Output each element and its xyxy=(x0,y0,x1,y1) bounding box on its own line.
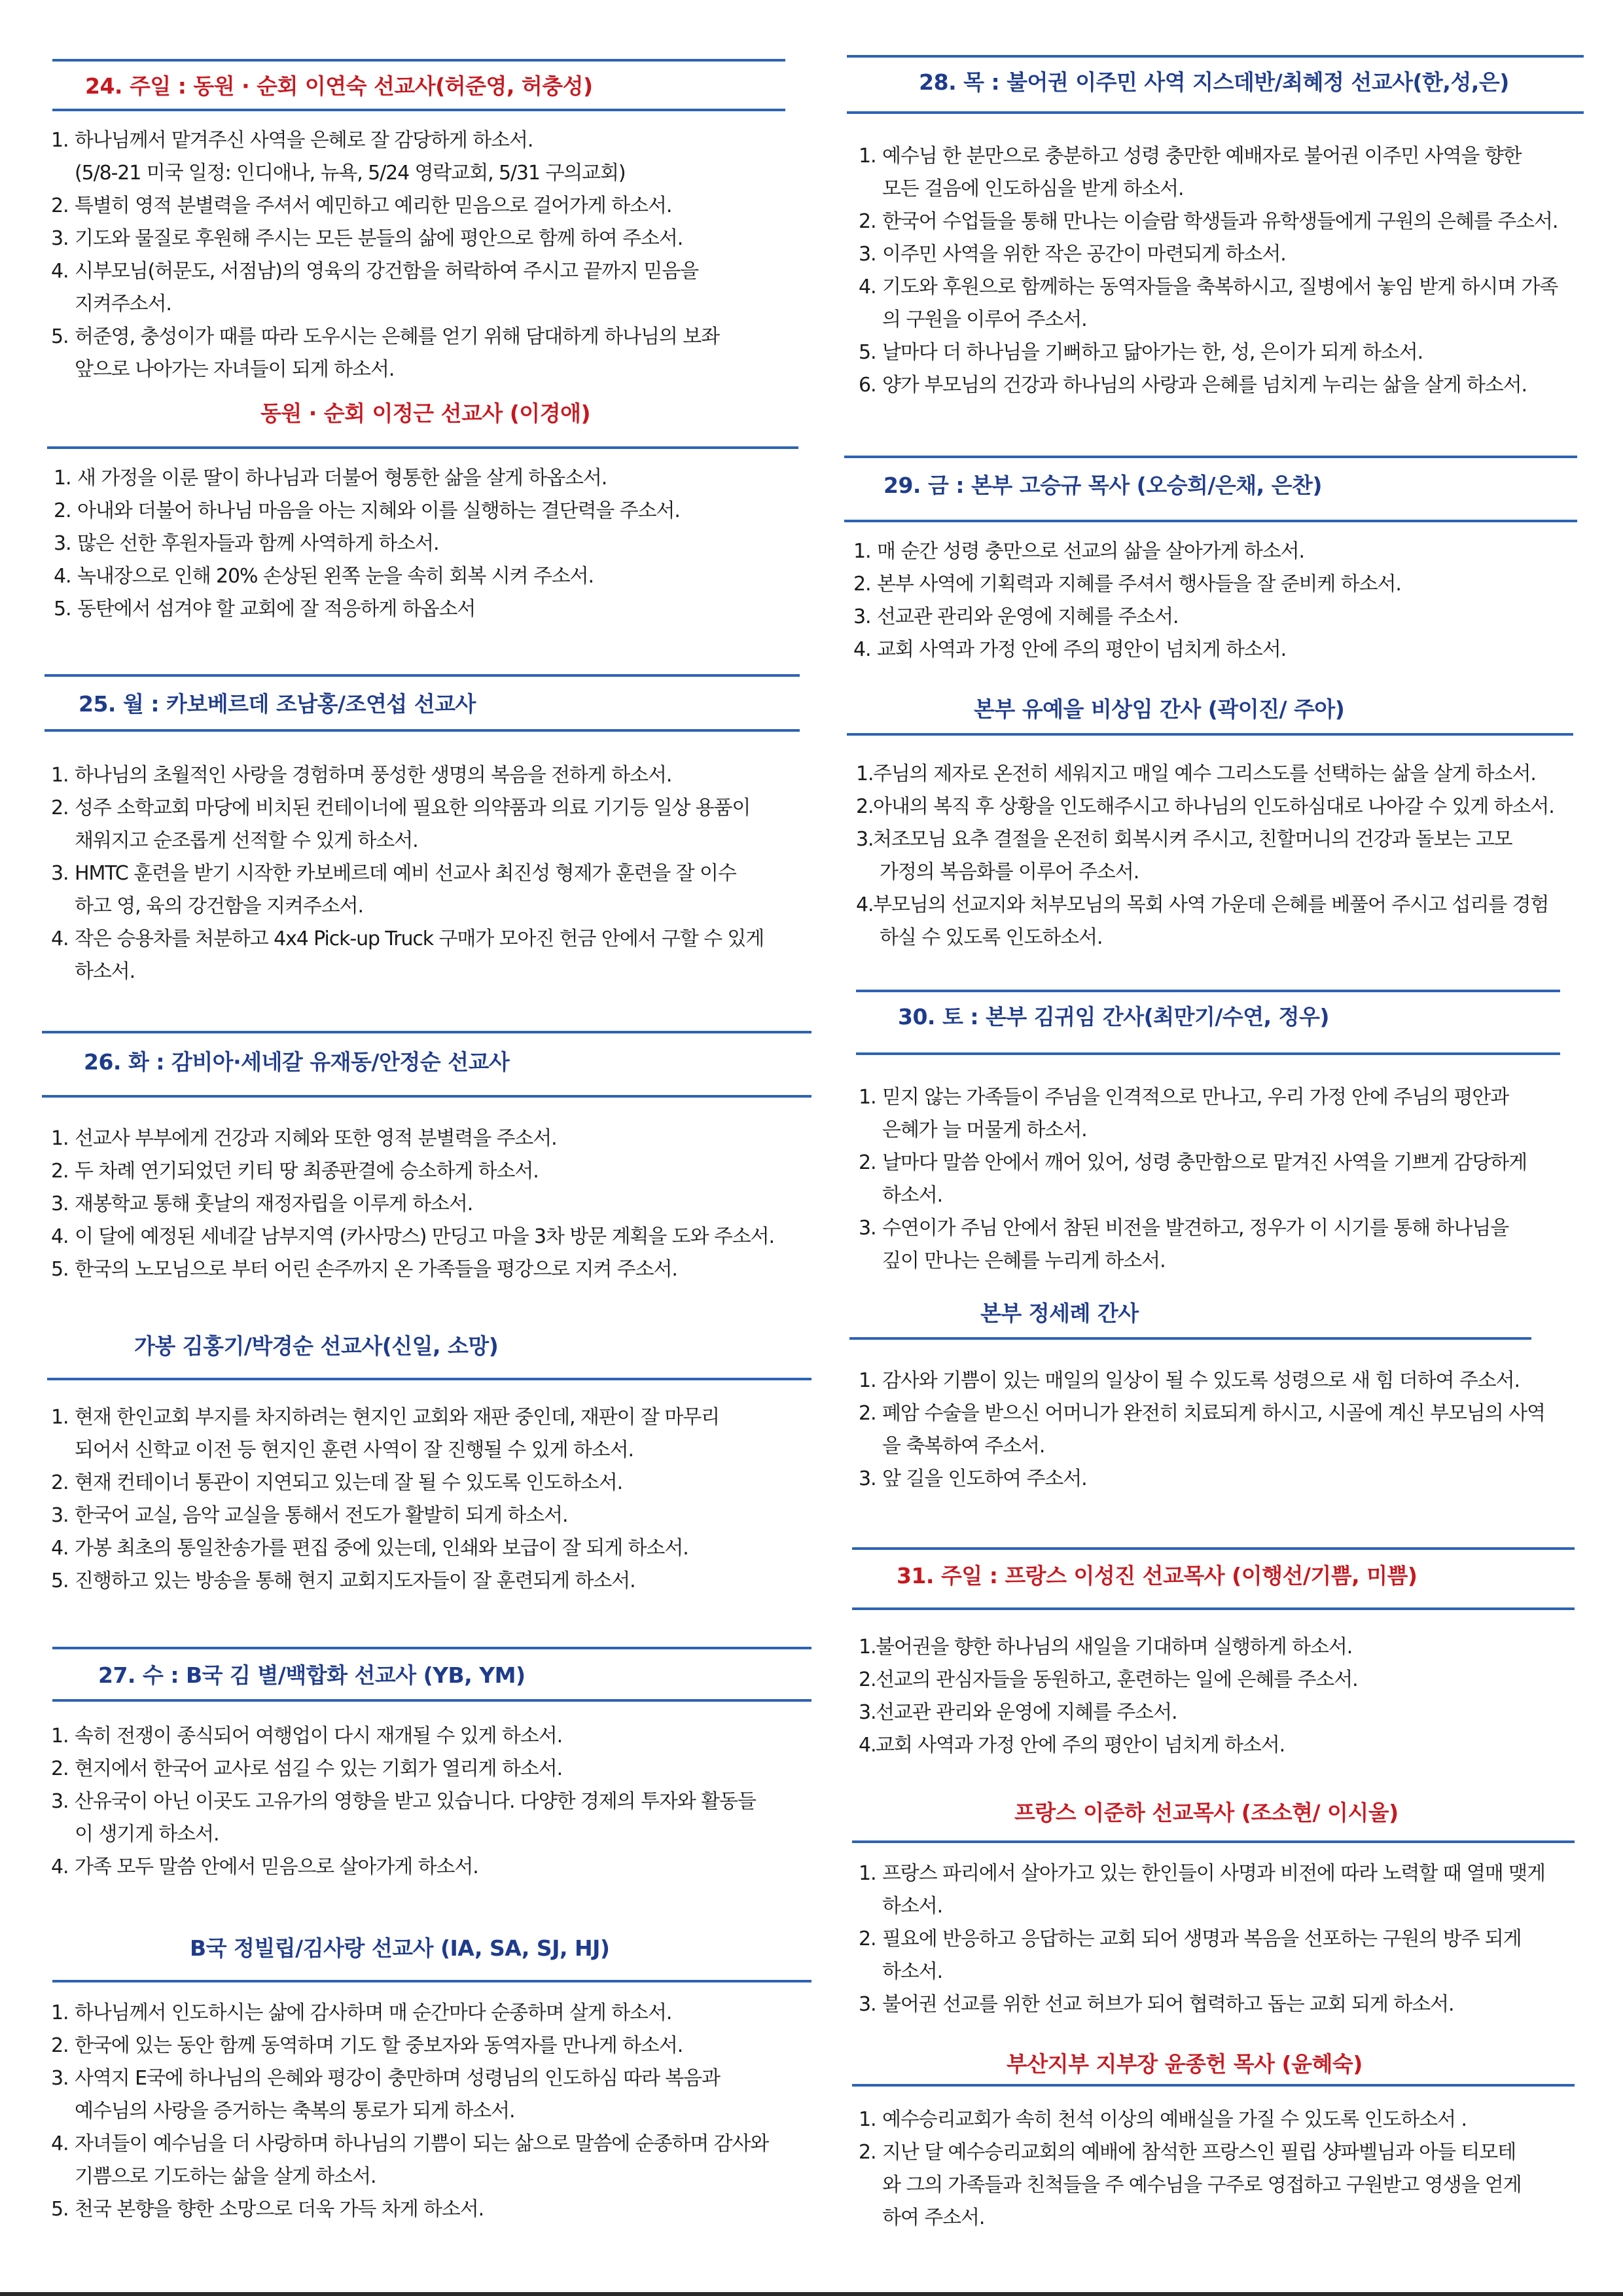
list-item: 4. 이 달에 예정된 세네갈 남부지역 (카사망스) 만딩고 마을 3차 방문 계획을 도와 주소서. xyxy=(51,1225,774,1248)
divider xyxy=(42,1031,812,1033)
divider xyxy=(852,2084,1575,2087)
list-item: 3. 많은 선한 후원자들과 함께 사역하게 하소서. xyxy=(54,532,439,555)
list-item: 하여 주소서. xyxy=(882,2206,985,2229)
divider xyxy=(856,990,1560,992)
prayer-list xyxy=(856,758,1584,954)
list-item: 모든 걸음에 인도하심을 받게 하소서. xyxy=(882,177,1184,200)
divider xyxy=(856,1052,1560,1055)
divider xyxy=(52,59,785,62)
list-item: 하소서. xyxy=(882,1895,943,1918)
list-item: 하소서. xyxy=(75,960,135,983)
list-item: 1. 프랑스 파리에서 살아가고 있는 한인들이 사명과 비전에 따라 노력할 때 열매 맺게 xyxy=(859,1862,1545,1885)
list-item: 5. 천국 본향을 향한 소망으로 더욱 가득 차게 하소서. xyxy=(51,2198,484,2221)
list-item: 1. 현재 한인교회 부지를 차지하려는 현지인 교회와 재판 중인데, 재판이 잘 마무리 xyxy=(51,1406,719,1429)
divider xyxy=(52,1699,812,1702)
prayer-list xyxy=(859,2104,1584,2234)
list-item: 1. 매 순간 성령 충만으로 선교의 삶을 살아가게 하소서. xyxy=(853,540,1304,563)
list-item: 2. 본부 사역에 기획력과 지혜를 주셔서 행사들을 잘 준비케 하소서. xyxy=(853,573,1401,596)
list-item: 3. 선교관 관리와 운영에 지혜를 주소서. xyxy=(859,1701,1177,1724)
list-item: 1. 선교사 부부에게 건강과 지혜와 또한 영적 분별력을 주소서. xyxy=(51,1127,557,1150)
divider xyxy=(45,729,800,732)
list-item: 6. 양가 부모님의 건강과 하나님의 사랑과 은혜를 넘치게 누리는 삶을 살게 하소서. xyxy=(859,374,1527,397)
list-item: 3. 불어권 선교를 위한 선교 허브가 되어 협력하고 돕는 교회 되게 하소서. xyxy=(859,1993,1454,2016)
list-item: 1. 예수님 한 분만으로 충분하고 성령 충만한 예배자로 불어권 이주민 사역을 향한 xyxy=(859,145,1522,168)
divider xyxy=(847,111,1584,114)
list-item: 5. 동탄에서 섬겨야 할 교회에 잘 적응하게 하옵소서 xyxy=(54,598,476,620)
list-item: 2. 폐암 수술을 받으신 어머니가 완전히 치료되게 하시고, 시골에 계신 부모님의 사역 xyxy=(859,1402,1545,1425)
section-title: 29. 금 : 본부 고승규 목사 (오승희/은채, 은찬) xyxy=(883,473,1322,498)
list-item: 4. 기도와 후원으로 함께하는 동역자들을 축복하시고, 질병에서 놓임 받게 하시며 가족 xyxy=(859,276,1558,298)
list-item: 3. 재봉학교 통해 훗날의 재정자립을 이루게 하소서. xyxy=(51,1193,473,1215)
prayer-list xyxy=(51,1401,812,1598)
prayer-list xyxy=(51,1720,812,1884)
list-item: 2. 아내와 더불어 하나님 마음을 아는 지혜와 이를 실행하는 결단력을 주소서. xyxy=(54,499,680,522)
list-item: 1. 하나님께서 맡겨주신 사역을 은혜로 잘 감당하게 하소서. xyxy=(51,129,533,152)
prayer-list xyxy=(54,462,812,626)
list-item: 3. 처조모님 요추 결절을 온전히 회복시켜 주시고, 친할머니의 건강과 돌보는 고모 xyxy=(856,828,1512,851)
section-title: 동원 · 순회 이정근 선교사 (이경애) xyxy=(260,401,591,426)
section-title: 본부 유예을 비상임 간사 (곽이진/ 주아) xyxy=(974,696,1345,722)
section-title: 30. 토 : 본부 김귀임 간사(최만기/수연, 정우) xyxy=(898,1004,1330,1030)
list-item: 가정의 복음화를 이루어 주소서. xyxy=(880,861,1139,884)
divider xyxy=(844,456,1577,458)
list-item: 채워지고 순조롭게 선적할 수 있게 하소서. xyxy=(75,829,418,852)
list-item: 2. 두 차례 연기되었던 키티 땅 최종판결에 승소하게 하소서. xyxy=(51,1160,539,1183)
list-item: 기쁨으로 기도하는 삶을 살게 하소서. xyxy=(75,2165,376,2188)
section-title: 25. 월 : 카보베르데 조남홍/조연섭 선교사 xyxy=(79,691,476,717)
section-title: 부산지부 지부장 윤종헌 목사 (윤혜숙) xyxy=(1007,2051,1363,2077)
list-item: 의 구원을 이루어 주소서. xyxy=(882,308,1087,331)
list-item: 지켜주소서. xyxy=(75,293,171,315)
list-item: 2. 한국어 수업들을 통해 만나는 이슬람 학생들과 유학생들에게 구원의 은혜를 주소서. xyxy=(859,210,1558,233)
list-item: 3. 사역지 E국에 하나님의 은혜와 평강이 충만하며 성령님의 인도하심 따라 복음과 xyxy=(51,2067,720,2090)
list-item: 2. 현지에서 한국어 교사로 섬길 수 있는 기회가 열리게 하소서. xyxy=(51,1757,563,1780)
divider xyxy=(847,733,1573,736)
list-item: 2. 아내의 복직 후 상황을 인도해주시고 하나님의 인도하심대로 나아갈 수 있게 하소서. xyxy=(856,795,1554,818)
list-item: 1. 하나님께서 인도하시는 삶에 감사하며 매 순간마다 순종하며 살게 하소서. xyxy=(51,2001,672,2024)
list-item: 2. 현재 컨테이너 통관이 지연되고 있는데 잘 될 수 있도록 인도하소서. xyxy=(51,1471,623,1494)
list-item: 되어서 신학교 이전 등 현지인 훈련 사역이 잘 진행될 수 있게 하소서. xyxy=(75,1439,633,1462)
divider xyxy=(42,1095,812,1098)
list-item: 3. 기도와 물질로 후원해 주시는 모든 분들의 삶에 평안으로 함께 하여 주소서. xyxy=(51,227,683,250)
list-item: 4. 자녀들이 예수님을 더 사랑하며 하나님의 기쁨이 되는 삶으로 말씀에 순종하며 감사와 xyxy=(51,2132,769,2155)
list-item: 4. 시부모님(허문도, 서점남)의 영육의 강건함을 허락하여 주시고 끝까지 믿음을 xyxy=(51,260,698,283)
list-item: 하소서. xyxy=(882,1184,943,1207)
list-item: 와 그의 가족들과 친척들을 주 예수님을 구주로 영접하고 구원받고 영생을 얻게 xyxy=(882,2174,1522,2197)
list-item: 2. 특별히 영적 분별력을 주셔서 예민하고 예리한 믿음으로 걸어가게 하소서. xyxy=(51,194,672,217)
list-item: 2. 필요에 반응하고 응답하는 교회 되어 생명과 복음을 선포하는 구원의 방주 되게 xyxy=(859,1928,1522,1950)
section-title: 프랑스 이준하 선교목사 (조소현/ 이시울) xyxy=(1014,1800,1399,1825)
prayer-list xyxy=(51,1997,812,2226)
list-item: 하고 영, 육의 강건함을 지켜주소서. xyxy=(75,895,363,918)
list-item: 3. 수연이가 주님 안에서 참된 비전을 발견하고, 정우가 이 시기를 통해 하나님을 xyxy=(859,1217,1509,1240)
list-item: 5. 허준영, 충성이가 때를 따라 도우시는 은혜를 얻기 위해 담대하게 하나님의 보좌 xyxy=(51,325,719,348)
list-item: 5. 날마다 더 하나님을 기뻐하고 닮아가는 한, 성, 은이가 되게 하소서. xyxy=(859,341,1423,364)
list-item: 1. 주님의 제자로 온전히 세워지고 매일 예수 그리스도를 선택하는 삶을 살게 하소서. xyxy=(856,762,1536,785)
divider xyxy=(847,55,1584,58)
bottom-frame-line xyxy=(0,2292,1623,2296)
prayer-list xyxy=(853,535,1584,666)
divider xyxy=(52,109,785,111)
list-item: 1. 새 가정을 이룬 딸이 하나님과 더불어 형통한 삶을 살게 하옵소서. xyxy=(54,467,607,490)
list-item: 2. 날마다 말씀 안에서 깨어 있어, 성령 충만함으로 맡겨진 사역을 기쁘게 감당하게 xyxy=(859,1151,1527,1174)
list-item: 앞으로 나아가는 자녀들이 되게 하소서. xyxy=(75,358,395,381)
list-item: 4. 가족 모두 말씀 안에서 믿음으로 살아가게 하소서. xyxy=(51,1856,478,1878)
section-title: 28. 목 : 불어권 이주민 사역 지스데반/최혜정 선교사(한,성,은) xyxy=(919,69,1509,95)
list-item: 2. 지난 달 예수승리교회의 예배에 참석한 프랑스인 필립 샹파벨님과 아들 티모테 xyxy=(859,2141,1516,2164)
divider xyxy=(47,446,798,449)
divider xyxy=(852,1607,1575,1610)
section-title: 24. 주일 : 동원 · 순회 이연숙 선교사(허준영, 허충성) xyxy=(85,73,593,99)
divider xyxy=(852,1840,1575,1843)
list-item: 3. 선교관 관리와 운영에 지혜를 주소서. xyxy=(853,605,1179,628)
list-item: 은혜가 늘 머물게 하소서. xyxy=(882,1119,1087,1141)
divider xyxy=(45,674,800,677)
list-item: 1. 하나님의 초월적인 사랑을 경험하며 풍성한 생명의 복음을 전하게 하소서. xyxy=(51,764,672,787)
section-title: B국 정빌립/김사랑 선교사 (IA, SA, SJ, HJ) xyxy=(190,1935,610,1961)
list-item: 3. HMTC 훈련을 받기 시작한 카보베르데 예비 선교사 최진성 형제가 훈련을 잘 이수 xyxy=(51,862,736,885)
list-item: 3. 산유국이 아닌 이곳도 고유가의 영향을 받고 있습니다. 다양한 경제의 투자와 활동들 xyxy=(51,1790,756,1813)
section-title: 본부 정세례 간사 xyxy=(980,1300,1139,1326)
prayer-list xyxy=(859,140,1584,402)
list-item: 하실 수 있도록 인도하소서. xyxy=(880,926,1103,949)
section-title: 가봉 김홍기/박경순 선교사(신일, 소망) xyxy=(134,1333,499,1359)
divider xyxy=(852,1547,1575,1550)
prayer-list xyxy=(859,1365,1584,1496)
list-item: 4. 작은 승용차를 처분하고 4x4 Pick-up Truck 구매가 모아진 헌금 안에서 구할 수 있게 xyxy=(51,927,764,950)
list-item: 4. 교회 사역과 가정 안에 주의 평안이 넘치게 하소서. xyxy=(853,638,1287,661)
list-item: 2. 한국에 있는 동안 함께 동역하며 기도 할 중보자와 동역자를 만나게 하소서. xyxy=(51,2034,683,2057)
list-item: 1. 감사와 기쁨이 있는 매일의 일상이 될 수 있도록 성령으로 새 힘 더하여 주소서. xyxy=(859,1369,1520,1392)
list-item: 3. 이주민 사역을 위한 작은 공간이 마련되게 하소서. xyxy=(859,243,1286,266)
prayer-list xyxy=(51,1122,812,1286)
section-title: 27. 수 : B국 김 별/백합화 선교사 (YB, YM) xyxy=(98,1662,526,1688)
list-item: 하소서. xyxy=(882,1960,943,1983)
prayer-list xyxy=(51,124,812,386)
list-item: 5. 한국의 노모님으로 부터 어린 손주까지 온 가족들을 평강으로 지켜 주소서. xyxy=(51,1258,677,1281)
list-item: 이 생기게 하소서. xyxy=(75,1823,219,1846)
divider xyxy=(47,1378,812,1380)
list-item: 4. 교회 사역과 가정 안에 주의 평안이 넘치게 하소서. xyxy=(859,1734,1285,1757)
divider xyxy=(52,1980,812,1982)
list-item: 4. 녹내장으로 인해 20% 손상된 왼쪽 눈을 속히 회복 시켜 주소서. xyxy=(54,565,594,588)
list-item: 1. 믿지 않는 가족들이 주님을 인격적으로 만나고, 우리 가정 안에 주님의 평안과 xyxy=(859,1086,1509,1109)
prayer-list xyxy=(51,759,812,988)
list-item: 깊이 만나는 은혜를 누리게 하소서. xyxy=(882,1249,1166,1272)
list-item: 1. 불어권을 향한 하나님의 새일을 기대하며 실행하게 하소서. xyxy=(859,1636,1353,1659)
list-item: 을 축복하여 주소서. xyxy=(882,1435,1045,1458)
divider xyxy=(52,1647,812,1649)
list-item: 5. 진행하고 있는 방송을 통해 현지 교회지도자들이 잘 훈련되게 하소서. xyxy=(51,1570,635,1592)
list-item: 1. 예수승리교회가 속히 천석 이상의 예배실을 가질 수 있도록 인도하소서 . xyxy=(859,2108,1467,2131)
prayer-list xyxy=(859,1857,1584,2021)
divider xyxy=(849,1337,1531,1340)
prayer-list xyxy=(859,1631,1584,1762)
list-item: 2. 성주 소학교회 마당에 비치된 컨테이너에 필요한 의약품과 의료 기기등 일상 용품이 xyxy=(51,797,751,819)
divider xyxy=(844,520,1577,522)
list-item: 4. 부모님의 선교지와 처부모님의 목회 사역 가운데 은혜를 베풀어 주시고 섭리를 경험 xyxy=(856,893,1549,916)
prayer-list xyxy=(859,1081,1584,1278)
list-item: 예수님의 사랑을 증거하는 축복의 통로가 되게 하소서. xyxy=(75,2100,515,2123)
list-item: 4. 가봉 최초의 통일찬송가를 편집 중에 있는데, 인쇄와 보급이 잘 되게 하소서. xyxy=(51,1537,688,1560)
list-item: 2. 선교의 관심자들을 동원하고, 훈련하는 일에 은혜를 주소서. xyxy=(859,1668,1358,1691)
section-title: 26. 화 : 감비아·세네갈 유재동/안정순 선교사 xyxy=(84,1049,510,1075)
list-item: 1. 속히 전쟁이 종식되어 여행업이 다시 재개될 수 있게 하소서. xyxy=(51,1725,563,1748)
list-item: 3. 앞 길을 인도하여 주소서. xyxy=(859,1467,1087,1490)
list-item: (5/8-21 미국 일정: 인디애나, 뉴욕, 5/24 영락교회, 5/31 구의교회) xyxy=(75,162,626,185)
section-title: 31. 주일 : 프랑스 이성진 선교목사 (이행선/기쁨, 미쁨) xyxy=(897,1563,1418,1588)
list-item: 3. 한국어 교실, 음악 교실을 통해서 전도가 활발히 되게 하소서. xyxy=(51,1504,568,1527)
